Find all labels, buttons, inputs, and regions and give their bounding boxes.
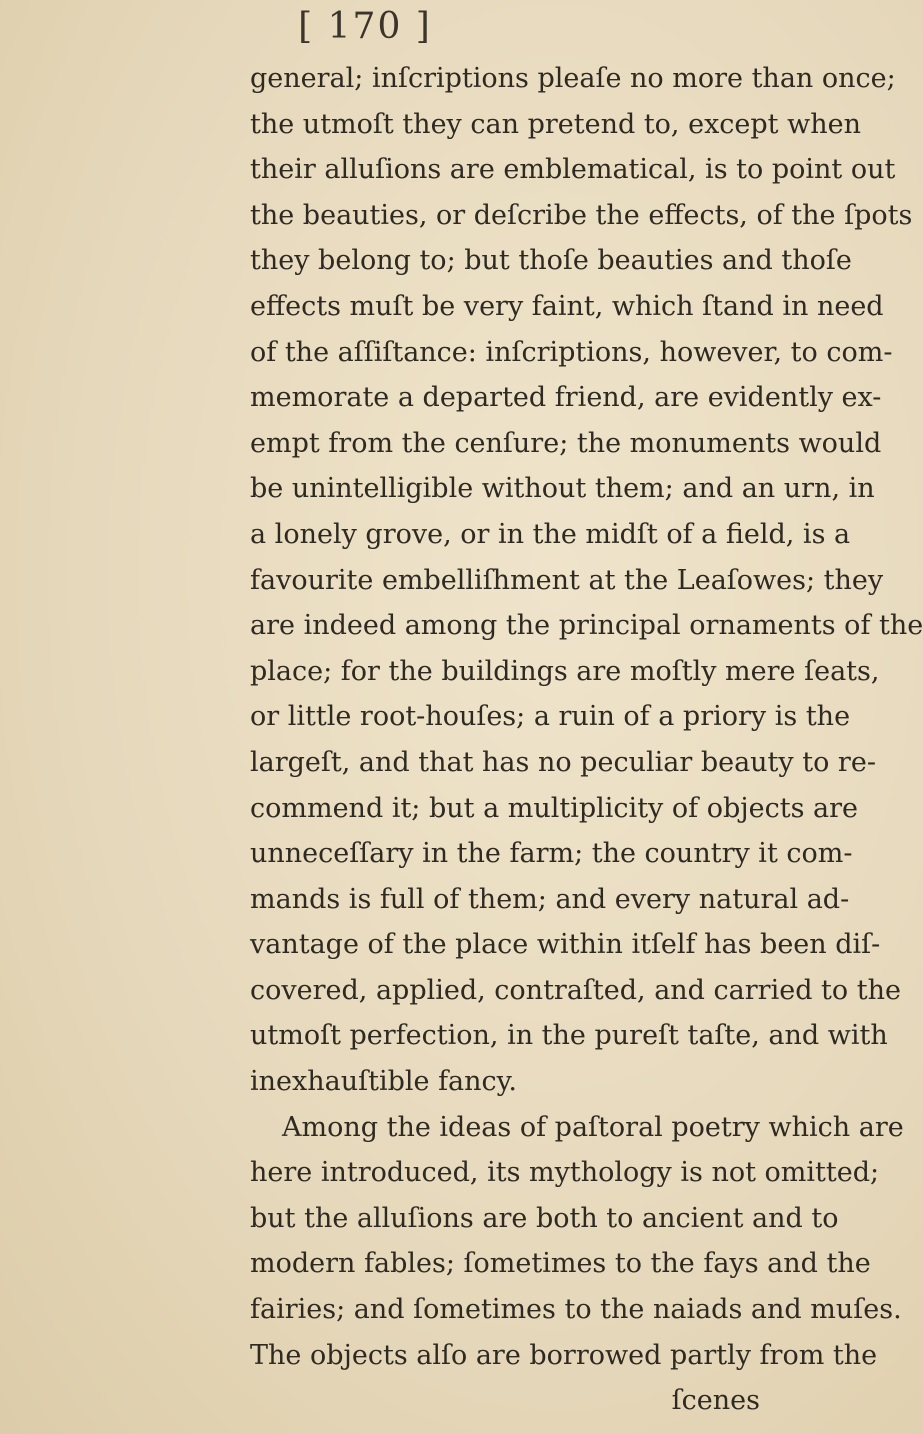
text-line: general; inſcriptions pleaſe no more than once; <box>250 63 896 94</box>
text-line: here introduced, its mythology is not omitted; <box>250 1157 880 1189</box>
text-line: be unintelligible without them; and an urn, in <box>250 473 875 505</box>
page-header <box>0 6 800 47</box>
text-line: vantage of the place within itſelf has been diſ- <box>250 929 881 961</box>
body-text <box>250 56 923 1424</box>
text-line: commend it; but a multiplicity of objects are <box>250 792 858 824</box>
catchword: ſcenes <box>671 1385 760 1417</box>
text-line: empt from the cenſure; the monuments would <box>250 427 882 459</box>
text-line: place; for the buildings are moſtly mere ſeats, <box>250 655 880 687</box>
text-line: are indeed among the principal ornaments of the <box>250 610 923 642</box>
text-line: mands is full of them; and every natural ad- <box>250 883 850 915</box>
text-line: the beauties, or deſcribe the effects, of the ſpots <box>250 199 913 231</box>
text-line: unneceſſary in the farm; the country it com- <box>250 838 853 870</box>
text-line: but the alluſions are both to ancient and to <box>250 1202 839 1234</box>
text-line: covered, applied, contraſted, and carried to the <box>250 974 901 1006</box>
text-line: largeſt, and that has no peculiar beauty to re- <box>250 746 876 778</box>
text-line: memorate a departed friend, are evidently ex- <box>250 382 882 414</box>
text-line: the utmoſt they can pretend to, except when <box>250 108 861 140</box>
text-line: of the aſſiſtance: inſcriptions, however, to com- <box>250 336 893 368</box>
text-line: or little root-houſes; a ruin of a priory is the <box>250 701 851 733</box>
text-line: fairies; and ſometimes to the naiads and muſes. <box>250 1294 902 1326</box>
text-line: effects muſt be very faint, which ſtand in need <box>250 290 884 322</box>
text-line: utmoſt perfection, in the pureſt taſte, and with <box>250 1020 888 1052</box>
page-number: [ 170 ] <box>298 6 432 47</box>
text-line: favourite embelliſhment at the Leaſowes; they <box>250 564 884 596</box>
text-line: a lonely grove, or in the midſt of a field, is a <box>250 518 851 550</box>
text-line: inexhauſtible fancy. <box>250 1066 517 1098</box>
text-line: modern fables; ſometimes to the fays and the <box>250 1248 871 1280</box>
text-line: The objects alſo are borrowed partly from the <box>250 1339 878 1371</box>
text-line: their alluſions are emblematical, is to point out <box>250 154 896 186</box>
text-line: they belong to; but thoſe beauties and thoſe <box>250 245 852 277</box>
text-line: Among the ideas of paſtoral poetry which are <box>282 1111 904 1143</box>
